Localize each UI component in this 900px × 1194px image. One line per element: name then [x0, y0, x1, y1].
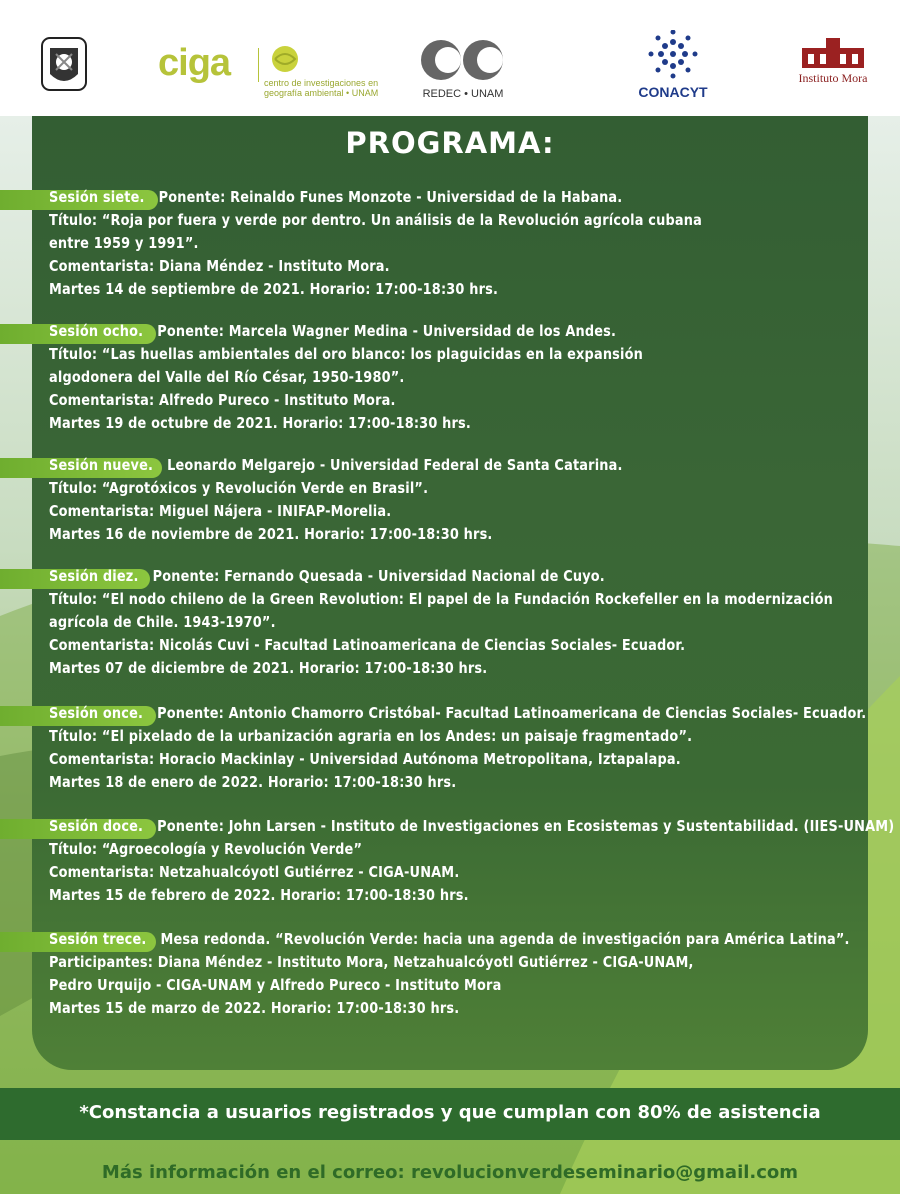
- session-lines: [49, 702, 900, 794]
- session-line-text: Pedro Urquijo - CIGA-UNAM y Alfredo Pureco - Instituto Mora: [49, 976, 502, 994]
- session-line-text: Ponente: Reinaldo Funes Monzote - Universidad de la Habana.: [158, 188, 623, 206]
- contact-email-line: Más información en el correo: revolucionverdeseminario@gmail.com: [101, 1162, 799, 1183]
- session-line: [49, 412, 643, 435]
- session-line-text: Martes 14 de septiembre de 2021. Horario: 17:00-18:30 hrs.: [49, 280, 499, 298]
- session-line-text: Título: “Las huellas ambientales del oro blanco: los plaguicidas en la expansión: [49, 345, 644, 363]
- session-line-text: Martes 19 de octubre de 2021. Horario: 17:00-18:30 hrs.: [49, 414, 471, 432]
- session-line-text: Título: “El nodo chileno de la Green Revolution: El papel de la Fundación Rockefeller en la modernización: [49, 590, 834, 608]
- redec-label: REDEC • UNAM: [422, 88, 504, 100]
- session-line-text: Martes 15 de febrero de 2022. Horario: 17:00-18:30 hrs.: [49, 886, 469, 904]
- session-line: [49, 523, 623, 546]
- ciga-logo: [158, 42, 379, 98]
- session-line-text: Comentarista: Diana Méndez - Instituto Mora.: [49, 257, 390, 275]
- session-line: [49, 771, 866, 794]
- session-tag: Sesión doce.: [49, 817, 144, 835]
- session-line-text: Martes 16 de noviembre de 2021. Horario: 17:00-18:30 hrs.: [49, 525, 493, 543]
- session-first-line: [49, 320, 643, 343]
- session-line-text: Martes 18 de enero de 2022. Horario: 17:00-18:30 hrs.: [49, 773, 457, 791]
- session-line: [49, 343, 643, 366]
- session-line: [49, 657, 833, 680]
- session-tag: Sesión diez.: [49, 567, 139, 585]
- session-tag: Sesión trece.: [49, 930, 147, 948]
- session-line: [49, 997, 850, 1020]
- session-first-line: [49, 928, 850, 951]
- session-line: [49, 477, 623, 500]
- redec-logo: [408, 36, 528, 106]
- session-first-line: [49, 186, 702, 209]
- session-line-text: Comentarista: Netzahualcóyotl Gutiérrez - CIGA-UNAM.: [49, 863, 460, 881]
- session-line: [49, 232, 702, 255]
- session-line-text: Ponente: John Larsen - Instituto de Investigaciones en Ecosistemas y Sustentabilidad. (IIES-UNAM): [157, 817, 895, 835]
- unam-seal-logo: [36, 34, 92, 98]
- session-line-text: Título: “El pixelado de la urbanización agraria en los Andes: un paisaje fragmentado”.: [49, 727, 693, 745]
- session-line: [49, 974, 850, 997]
- ciga-wordmark: ciga: [158, 42, 231, 84]
- session-line: [49, 588, 833, 611]
- header-logos-bar: [0, 0, 900, 116]
- session-line-text: Ponente: Fernando Quesada - Universidad Nacional de Cuyo.: [152, 567, 605, 585]
- session-lines: [49, 454, 716, 546]
- attendance-notice-text: *Constancia a usuarios registrados y que cumplan con 80% de asistencia: [79, 1102, 821, 1123]
- session-line: [49, 838, 894, 861]
- session-line-text: Mesa redonda. “Revolución Verde: hacia una agenda de investigación para América Latina”.: [160, 930, 850, 948]
- session-line: [49, 951, 850, 974]
- ciga-separator: [258, 48, 259, 82]
- session-line-text: Martes 15 de marzo de 2022. Horario: 17:00-18:30 hrs.: [49, 999, 460, 1017]
- session-line-text: agrícola de Chile. 1943-1970”.: [49, 613, 276, 631]
- attendance-notice-bar: [0, 1088, 900, 1140]
- session-line: [49, 366, 643, 389]
- program-title: PROGRAMA:: [345, 126, 555, 160]
- session-line: [49, 255, 702, 278]
- session-line-text: Comentarista: Miguel Nájera - INIFAP-Morelia.: [49, 502, 392, 520]
- session-lines: [49, 928, 900, 1020]
- instituto-mora-logo: [796, 34, 870, 104]
- session-first-line: [49, 702, 866, 725]
- session-tag: Sesión ocho.: [49, 322, 144, 340]
- ciga-subtitle: centro de investigaciones en geografía ambiental • UNAM: [264, 78, 379, 98]
- session-line: [49, 500, 623, 523]
- session-line-text: Título: “Agroecología y Revolución Verde”: [49, 840, 363, 858]
- session-line-text: Comentarista: Alfredo Pureco - Instituto Mora.: [49, 391, 396, 409]
- session-line-text: Título: “Agrotóxicos y Revolución Verde en Brasil”.: [49, 479, 429, 497]
- session-line-text: Ponente: Marcela Wagner Medina - Universidad de los Andes.: [157, 322, 617, 340]
- conacyt-label: CONACYT: [638, 84, 708, 100]
- session-line-text: Comentarista: Horacio Mackinlay - Universidad Autónoma Metropolitana, Iztapalapa.: [49, 750, 681, 768]
- session-line-text: Comentarista: Nicolás Cuvi - Facultad Latinoamericana de Ciencias Sociales- Ecuador.: [49, 636, 686, 654]
- session-first-line: [49, 565, 833, 588]
- session-line-text: Leonardo Melgarejo - Universidad Federal de Santa Catarina.: [167, 456, 623, 474]
- session-line: [49, 209, 702, 232]
- session-line: [49, 861, 894, 884]
- session-line-text: Participantes: Diana Méndez - Instituto Mora, Netzahualcóyotl Gutiérrez - CIGA-UNAM,: [49, 953, 694, 971]
- session-first-line: [49, 454, 623, 477]
- session-line-text: Título: “Roja por fuera y verde por dentro. Un análisis de la Revolución agrícola cubana: [49, 211, 703, 229]
- session-line: [49, 725, 866, 748]
- ciga-seed-icon: [270, 44, 300, 74]
- session-tag: Sesión nueve.: [49, 456, 154, 474]
- session-line-text: entre 1959 y 1991”.: [49, 234, 199, 252]
- session-lines: [49, 565, 900, 680]
- session-line: [49, 389, 643, 412]
- session-line: [49, 884, 894, 907]
- session-line-text: Ponente: Antonio Chamorro Cristóbal- Facultad Latinoamericana de Ciencias Sociales- Ecuador.: [157, 704, 867, 722]
- session-line: [49, 634, 833, 657]
- session-tag: Sesión once.: [49, 704, 144, 722]
- session-line-text: algodonera del Valle del Río César, 1950-1980”.: [49, 368, 405, 386]
- instituto-mora-label: Instituto Mora: [798, 71, 868, 85]
- session-line-text: Martes 07 de diciembre de 2021. Horario: 17:00-18:30 hrs.: [49, 659, 488, 677]
- session-line: [49, 748, 866, 771]
- session-line: [49, 278, 702, 301]
- session-line: [49, 611, 833, 634]
- session-lines: [49, 186, 808, 301]
- session-lines: [49, 815, 900, 907]
- session-tag: Sesión siete.: [49, 188, 145, 206]
- session-lines: [49, 320, 740, 435]
- conacyt-logo: [628, 30, 718, 106]
- session-first-line: [49, 815, 894, 838]
